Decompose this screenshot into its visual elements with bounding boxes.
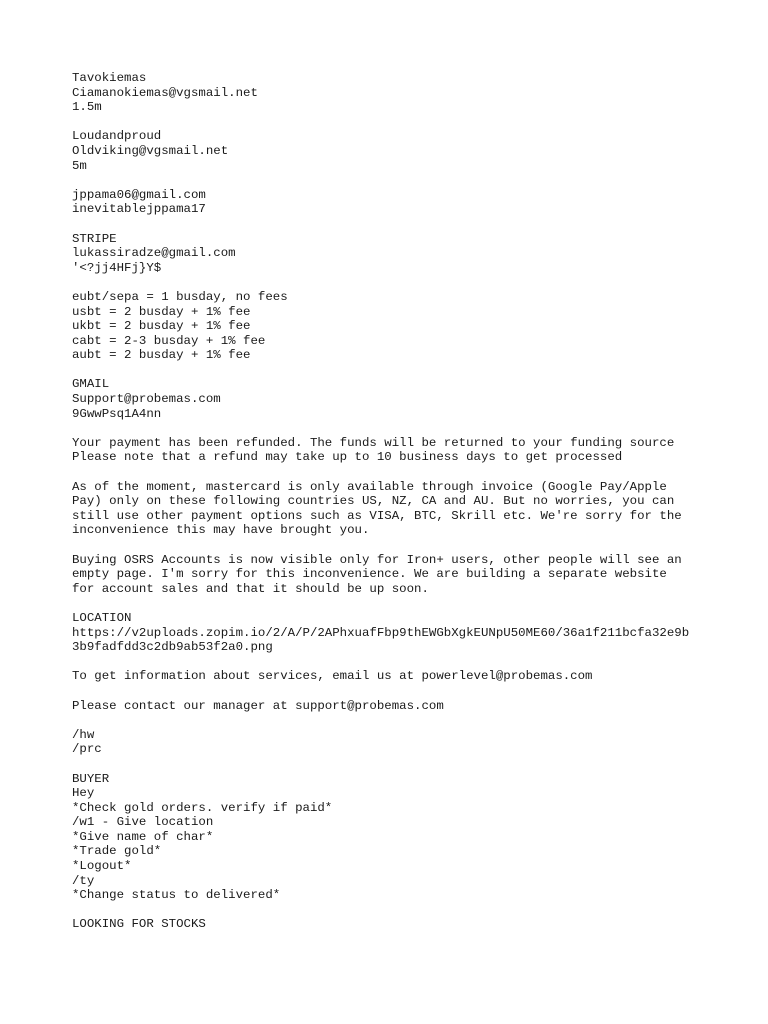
text-line: Ciamanokiemas@vgsmail.net (72, 85, 258, 100)
text-line: Please contact our manager at support@probemas.com (72, 698, 444, 713)
text-line: LOOKING FOR STOCKS (72, 917, 206, 932)
text-line: /hw (72, 727, 95, 742)
account-jppama-block (72, 188, 712, 217)
text-line: cabt = 2-3 busday + 1% fee (72, 333, 266, 348)
text-line: eubt/sepa = 1 busday, no fees (72, 289, 288, 304)
text-line: Loudandproud (72, 129, 162, 144)
text-line: aubt = 2 busday + 1% fee (72, 348, 251, 363)
text-line: inconvenience this may have brought you. (72, 523, 370, 538)
text-line: ukbt = 2 busday + 1% fee (72, 319, 251, 334)
location-link-block (72, 611, 712, 655)
account-tavokiemas-block (72, 71, 712, 115)
text-line: Buying OSRS Accounts is now visible only for Iron+ users, other people will see an (72, 552, 682, 567)
text-line: GMAIL (72, 377, 110, 392)
text-line: *Trade gold* (72, 844, 162, 859)
text-line: /w1 - Give location (72, 815, 214, 830)
text-line: /prc (72, 742, 102, 757)
manager-contact-block (72, 699, 712, 714)
text-line: *Change status to delivered* (72, 888, 281, 903)
text-line: To get information about services, email us at powerlevel@probemas.com (72, 669, 593, 684)
services-info-block (72, 669, 712, 684)
text-line: LOCATION (72, 610, 132, 625)
text-line: Hey (72, 786, 95, 801)
buyer-script-block (72, 772, 712, 903)
shortcuts-block (72, 728, 712, 757)
document-body (72, 71, 712, 947)
text-line: Tavokiemas (72, 71, 147, 85)
text-line: 5m (72, 158, 87, 173)
text-line: *Give name of char* (72, 829, 214, 844)
account-loudandproud-block (72, 129, 712, 173)
text-line: usbt = 2 busday + 1% fee (72, 304, 251, 319)
text-line: Oldviking@vgsmail.net (72, 143, 229, 158)
text-line: 1.5m (72, 100, 102, 115)
text-line: Support@probemas.com (72, 392, 221, 407)
looking-for-stocks-block (72, 917, 712, 932)
text-line: empty page. I'm sorry for this inconvenience. We are building a separate website (72, 567, 667, 582)
text-line: Pay) only on these following countries US, NZ, CA and AU. But no worries, you can (72, 494, 675, 509)
transfer-fees-block (72, 290, 712, 363)
mastercard-message-block (72, 480, 712, 538)
text-line: /ty (72, 873, 95, 888)
text-line: lukassiradze@gmail.com (72, 246, 236, 261)
text-line: STRIPE (72, 231, 117, 246)
text-line: still use other payment options such as VISA, BTC, Skrill etc. We're sorry for the (72, 508, 682, 523)
text-line: 9GwwPsq1A4nn (72, 406, 162, 421)
stripe-credentials-block (72, 232, 712, 276)
text-line: jppama06@gmail.com (72, 187, 206, 202)
text-line: As of the moment, mastercard is only available through invoice (Google Pay/Apple (72, 479, 667, 494)
text-line: inevitablejppama17 (72, 202, 206, 217)
text-line: https://v2uploads.zopim.io/2/A/P/2APhxuafFbp9thEWGbXgkEUNpU50ME60/36a1f211bcfa32e9b (72, 625, 690, 640)
text-line: '<?jj4HFj}Y$ (72, 260, 162, 275)
refund-message-block (72, 436, 712, 465)
gmail-credentials-block (72, 377, 712, 421)
text-line: *Check gold orders. verify if paid* (72, 800, 333, 815)
text-line: *Logout* (72, 859, 132, 874)
text-line: 3b9fadfdd3c2db9ab53f2a0.png (72, 640, 273, 655)
text-line: BUYER (72, 771, 110, 786)
text-line: for account sales and that it should be up soon. (72, 581, 429, 596)
text-line: Please note that a refund may take up to 10 business days to get processed (72, 450, 623, 465)
osrs-accounts-message-block (72, 553, 712, 597)
text-line: Your payment has been refunded. The funds will be returned to your funding source (72, 435, 675, 450)
